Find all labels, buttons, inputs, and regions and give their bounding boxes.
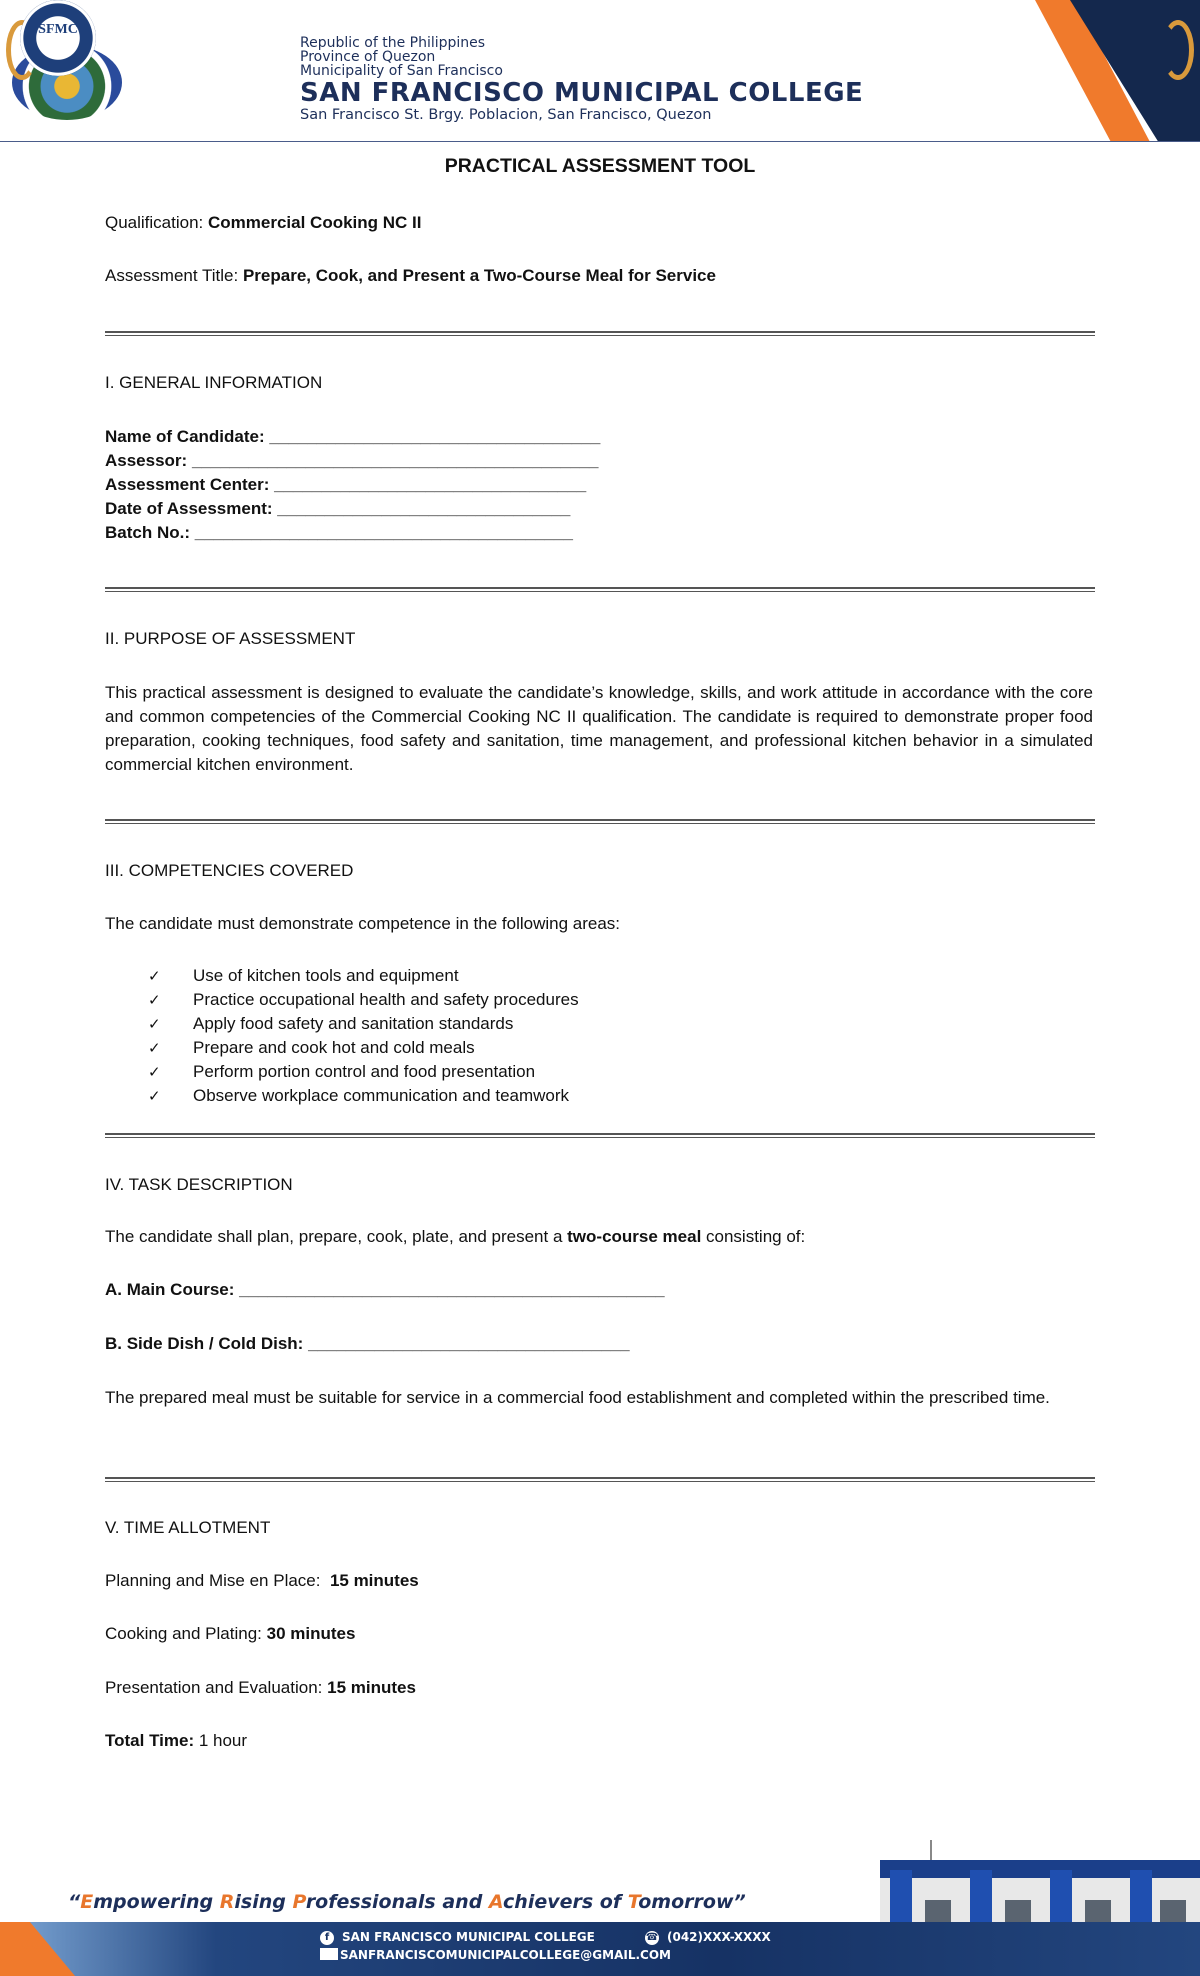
checkmark-icon: ✓ xyxy=(148,1015,161,1033)
general-info-heading: I. GENERAL INFORMATION xyxy=(105,373,323,392)
qualification-label: Qualification: xyxy=(105,213,204,232)
document-title: PRACTICAL ASSESSMENT TOOL xyxy=(444,155,756,177)
time-presentation: Presentation and Evaluation: 15 minutes xyxy=(105,1678,416,1697)
seal-monogram: SFMC xyxy=(38,22,78,37)
purpose-heading: II. PURPOSE OF ASSESSMENT xyxy=(105,629,356,648)
side-dish-field: B. Side Dish / Cold Dish: __________________________________ xyxy=(105,1334,630,1353)
seal-ring xyxy=(20,0,96,76)
laurel-right xyxy=(1162,20,1194,80)
task-closing: The prepared meal must be suitable for service in a commercial food establishment and completed within the prescribed time. xyxy=(105,1388,1050,1407)
time-planning: Planning and Mise en Place: 15 minutes xyxy=(105,1571,419,1590)
header-divider xyxy=(0,141,1200,142)
college-motto: “Empowering Rising Professionals and Achievers of Tomorrow” xyxy=(68,1891,746,1913)
header-province: Province of Quezon xyxy=(300,49,436,65)
section-divider xyxy=(105,819,1095,824)
qualification-line xyxy=(105,213,422,233)
college-name: SAN FRANCISCO MUNICIPAL COLLEGE xyxy=(300,78,864,108)
assessment-title-value: Prepare, Cook, and Present a Two-Course Meal for Service xyxy=(242,266,716,285)
main-course-field: A. Main Course: _____________________________________________ xyxy=(105,1280,665,1299)
header-country: Republic of the Philippines xyxy=(300,35,486,51)
section-divider xyxy=(105,331,1095,336)
list-item: ✓ Practice occupational health and safety procedures xyxy=(148,988,579,1012)
time-cooking: Cooking and Plating: 30 minutes xyxy=(105,1624,356,1643)
list-item: ✓ Observe workplace communication and teamwork xyxy=(148,1084,579,1108)
facebook-icon: f xyxy=(320,1931,334,1945)
footer-facebook: f SAN FRANCISCO MUNICIPAL COLLEGE xyxy=(320,1930,595,1945)
footer-phone: ☎ (042)XXX-XXXX xyxy=(645,1930,771,1944)
checkmark-icon: ✓ xyxy=(148,991,161,1009)
building-window xyxy=(925,1900,951,1922)
letterhead xyxy=(0,0,1200,142)
checkmark-icon: ✓ xyxy=(148,1063,161,1081)
time-total: Total Time: 1 hour xyxy=(105,1731,248,1750)
assessment-title-label: Assessment Title: xyxy=(105,266,239,285)
field-assessment-center: Assessment Center: _________________________________ xyxy=(105,475,587,494)
header-municipality: Municipality of San Francisco xyxy=(300,63,503,79)
task-heading: IV. TASK DESCRIPTION xyxy=(105,1175,293,1194)
field-batch-no: Batch No.: ________________________________________ xyxy=(105,523,573,542)
building-window xyxy=(1160,1900,1186,1922)
purpose-text: This practical assessment is designed to evaluate the candidate’s knowledge, skills, and work attitude in accordance with the core and common competencies of the Commercial Cooking NC II qualification. The candidate is required to demonstrate proper food preparation, cooking techniques, food safety and sanitation, time management, and professional kitchen behavior in a simulated commercial kitchen environment. xyxy=(105,683,1093,774)
checkmark-icon: ✓ xyxy=(148,1039,161,1057)
task-intro: The candidate shall plan, prepare, cook, plate, and present a two-course meal consisting of: xyxy=(105,1227,806,1246)
field-assessor: Assessor: ___________________________________________ xyxy=(105,451,599,470)
qualification-value: Commercial Cooking NC II xyxy=(208,213,422,232)
checkmark-icon: ✓ xyxy=(148,967,161,985)
list-item: ✓ Use of kitchen tools and equipment xyxy=(148,964,579,988)
time-heading: V. TIME ALLOTMENT xyxy=(105,1518,271,1537)
building-window xyxy=(1005,1900,1031,1922)
list-item: ✓ Apply food safety and sanitation standards xyxy=(148,1012,579,1036)
list-item: ✓ Perform portion control and food presentation xyxy=(148,1060,579,1084)
email-icon xyxy=(320,1948,338,1960)
list-item: ✓ Prepare and cook hot and cold meals xyxy=(148,1036,579,1060)
section-divider xyxy=(105,587,1095,592)
phone-icon: ☎ xyxy=(645,1931,659,1943)
field-date-of-assessment: Date of Assessment: _______________________________ xyxy=(105,499,571,518)
college-address: San Francisco St. Brgy. Poblacion, San Francisco, Quezon xyxy=(300,107,712,123)
building-window xyxy=(1085,1900,1111,1922)
competencies-intro: The candidate must demonstrate competence in the following areas: xyxy=(105,914,621,933)
checkmark-icon: ✓ xyxy=(148,1087,161,1105)
section-divider xyxy=(105,1133,1095,1138)
competencies-heading: III. COMPETENCIES COVERED xyxy=(105,861,354,880)
competencies-list xyxy=(148,964,579,1108)
building-roof xyxy=(880,1860,1200,1878)
footer-email: SANFRANCISCOMUNICIPALCOLLEGE@GMAIL.COM xyxy=(340,1948,671,1962)
field-name-of-candidate: Name of Candidate: ___________________________________ xyxy=(105,427,601,446)
section-divider xyxy=(105,1477,1095,1482)
assessment-title-line xyxy=(105,266,716,286)
